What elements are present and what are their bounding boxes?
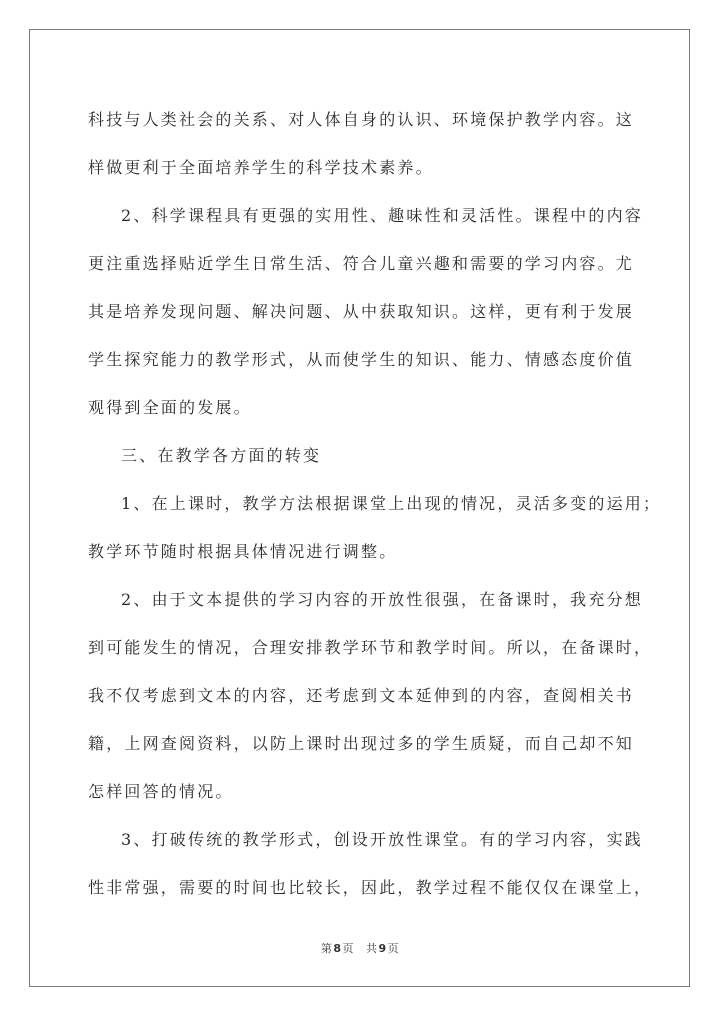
body-line-13: 我不仅考虑到文本的内容，还考虑到文本延伸到的内容，查阅相关书 (88, 686, 635, 705)
body-line-15: 怎样回答的情况。 (88, 782, 234, 801)
page-footer (0, 940, 720, 956)
paragraph-3-start: 3、打破传统的教学形式，创设开放性课堂。有的学习内容，实践 (121, 830, 643, 849)
body-line-2: 样做更利于全面培养学生的科学技术素养。 (88, 158, 434, 177)
page-prefix: 第 (320, 942, 333, 955)
paragraph-2-start: 2、科学课程具有更强的实用性、趣味性和灵活性。课程中的内容 (121, 206, 643, 225)
body-line-5: 其是培养发现问题、解决问题、从中获取知识。这样，更有利于发展 (88, 302, 635, 321)
body-line-12: 到可能发生的情况，合理安排教学环节和教学时间。所以，在备课时， (88, 638, 653, 657)
document-body (88, 96, 662, 912)
section-heading-3: 三、在教学各方面的转变 (121, 446, 322, 465)
paragraph-2b-start: 2、由于文本提供的学习内容的开放性很强，在备课时，我充分想 (121, 590, 643, 609)
page-total-number: 9 (378, 942, 387, 955)
total-suffix: 页 (387, 942, 400, 955)
page-suffix: 页 (342, 942, 354, 955)
total-prefix: 共 (366, 942, 378, 955)
body-line-7: 观得到全面的发展。 (88, 398, 252, 417)
body-line-14: 籍，上网查阅资料，以防上课时出现过多的学生质疑，而自己却不知 (88, 734, 635, 753)
body-line-6: 学生探究能力的教学形式，从而使学生的知识、能力、情感态度价值 (88, 350, 635, 369)
body-line-10: 教学环节随时根据具体情况进行调整。 (88, 542, 398, 561)
body-line-4: 更注重选择贴近学生日常生活、符合儿童兴趣和需要的学习内容。尤 (88, 254, 635, 273)
body-line-17: 性非常强，需要的时间也比较长，因此，教学过程不能仅仅在课堂上， (88, 878, 653, 897)
page-current-number: 8 (333, 942, 342, 955)
body-line-1: 科技与人类社会的关系、对人体自身的认识、环境保护教学内容。这 (88, 110, 635, 129)
paragraph-1-start: 1、在上课时，教学方法根据课堂上出现的情况，灵活多变的运用； (121, 494, 662, 513)
